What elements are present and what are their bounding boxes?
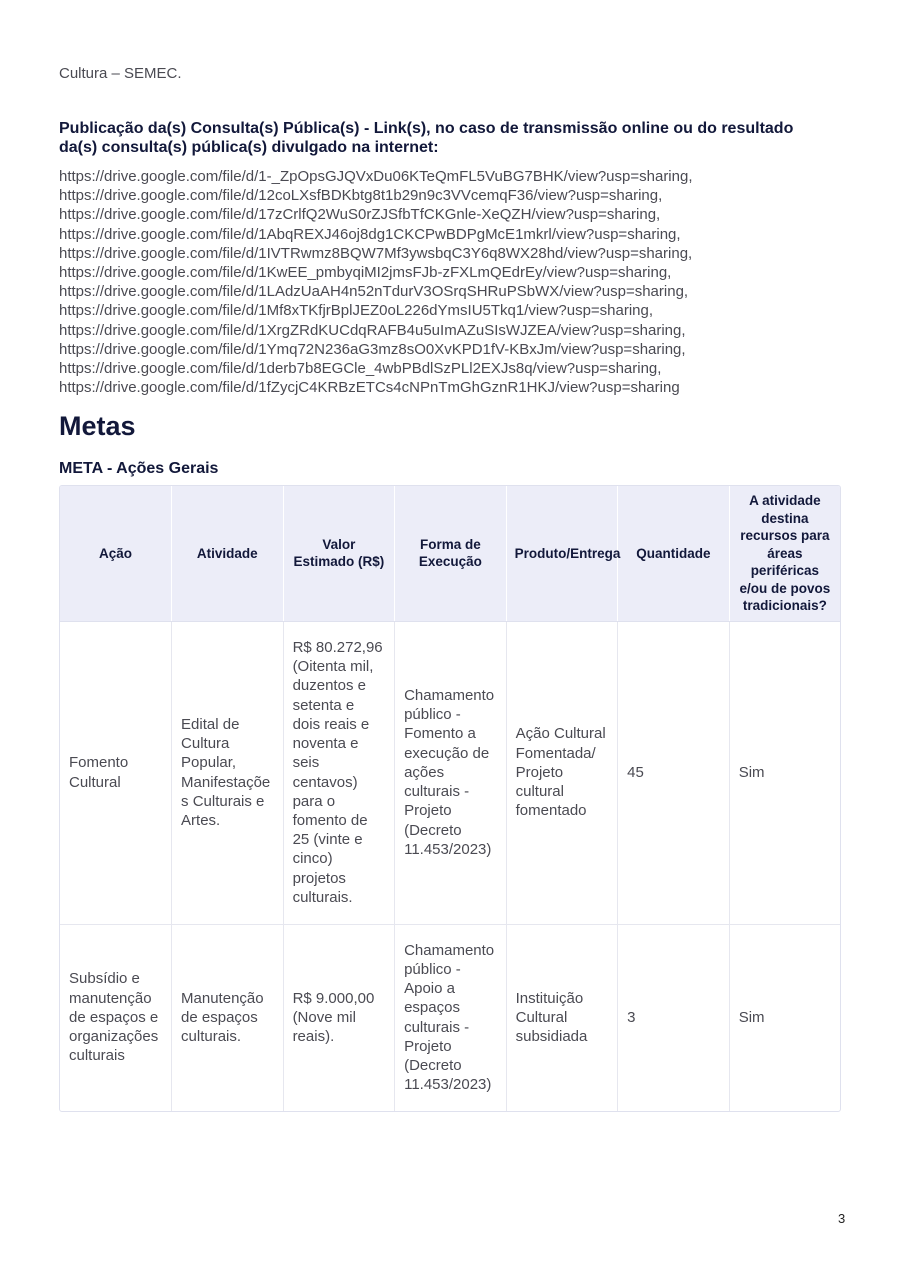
- cell-areas-perifericas: Sim: [738, 1008, 765, 1026]
- publication-link[interactable]: https://drive.google.com/file/d/1Mf8xTKfjrBplJEZ0oL226dYmsIU5Tkq1/view?usp=sharing,: [59, 302, 654, 320]
- metas-table-container: [59, 485, 841, 1112]
- meta-subtitle: META - Ações Gerais: [59, 460, 219, 477]
- publication-link[interactable]: https://drive.google.com/file/d/1XrgZRdKUCdqRAFB4u5uImAZuSIsWJZEA/view?usp=sharing,: [59, 321, 686, 339]
- cell-forma-execucao: Chamamento público - Apoio a espaços culturais - Projeto (Decreto 11.453/2023): [395, 924, 507, 1111]
- publication-link[interactable]: https://drive.google.com/file/d/1KwEE_pmbyqiMI2jmsFJb-zFXLmQEdrEy/view?usp=sharing,: [59, 264, 672, 282]
- table-row: [60, 621, 840, 924]
- cell-areas-perifericas: Sim: [729, 621, 840, 924]
- cell-valor: R$ 9.000,00 (Nove mil reais).: [283, 924, 395, 1111]
- header-quantidade: Quantidade: [618, 486, 730, 621]
- cell-forma-execucao: Chamamento público - Fomento a execução de ações culturais - Projeto (Decreto 11.453/2023): [395, 621, 507, 924]
- header-produto-entrega: Produto/Entrega: [506, 486, 618, 621]
- page-number: 3: [838, 1211, 846, 1226]
- publication-heading: Publicação da(s) Consulta(s) Pública(s) - Link(s), no caso de transmissão online ou do resultado da(s) consulta(s) pública(s) divulgado na internet:: [59, 120, 794, 156]
- cell-produto: Ação Cultural Fomentada/ Projeto cultural fomentado: [506, 621, 618, 924]
- header-acao: Ação: [60, 486, 172, 621]
- cell-acao: Subsídio e manutenção de espaços e organizações culturais: [60, 924, 172, 1111]
- cell-acao: Fomento Cultural: [60, 621, 172, 924]
- publication-links-list: [59, 167, 841, 397]
- cell-quantidade: 3: [618, 924, 730, 1111]
- publication-link[interactable]: https://drive.google.com/file/d/1IVTRwmz8BQW7Mf3ywsbqC3Y6q8WX28hd/view?usp=sharing,: [59, 244, 693, 262]
- header-forma-execucao: Forma de Execução: [395, 486, 507, 621]
- header-valor-estimado: Valor Estimado (R$): [283, 486, 395, 621]
- metas-table: [60, 486, 840, 1111]
- intro-text: Cultura – SEMEC.: [59, 65, 182, 82]
- table-header-row: [60, 486, 840, 621]
- publication-link[interactable]: https://drive.google.com/file/d/17zCrlfQ2WuS0rZJSfbTfCKGnle-XeQZH/view?usp=sharing,: [59, 206, 661, 224]
- header-atividade: Atividade: [172, 486, 284, 621]
- publication-link[interactable]: https://drive.google.com/file/d/1derb7b8EGCle_4wbPBdlSzPLl2EXJs8q/view?usp=sharing,: [59, 360, 662, 378]
- table-row: [60, 924, 840, 1111]
- cell-atividade: Manutenção de espaços culturais.: [172, 924, 284, 1111]
- publication-link[interactable]: https://drive.google.com/file/d/1Ymq72N236aG3mz8sO0XvKPD1fV-KBxJm/view?usp=sharing,: [59, 340, 686, 358]
- cell-produto: Instituição Cultural subsidiada: [506, 924, 618, 1111]
- publication-link[interactable]: https://drive.google.com/file/d/1AbqREXJ46oj8dg1CKCPwBDPgMcE1mkrl/view?usp=sharing,: [59, 225, 681, 243]
- cell-quantidade: 45: [618, 621, 730, 924]
- cell-valor: R$ 80.272,96 (Oitenta mil, duzentos e setenta e dois reais e noventa e seis centavos) para o fomento de 25 (vinte e cinco) projetos culturais.: [283, 621, 395, 924]
- metas-section-title: Metas: [59, 411, 136, 441]
- publication-link[interactable]: https://drive.google.com/file/d/1-_ZpOpsGJQVxDu06KTeQmFL5VuBG7BHK/view?usp=sharing,: [59, 168, 693, 185]
- publication-link[interactable]: https://drive.google.com/file/d/1LAdzUaAH4n52nTdurV3OSrqSHRuPSbWX/view?usp=sharing,: [59, 283, 689, 301]
- publication-link[interactable]: https://drive.google.com/file/d/1fZycjC4KRBzETCs4cNPnTmGhGznR1HKJ/view?usp=sharing: [59, 379, 680, 397]
- publication-link[interactable]: https://drive.google.com/file/d/12coLXsfBDKbtg8t1b29n9c3VVcemqF36/view?usp=sharing,: [59, 187, 663, 205]
- header-areas-perifericas: A atividade destina recursos para áreas periféricas e/ou de povos tradicionais?: [729, 486, 840, 621]
- cell-atividade: Edital de Cultura Popular, Manifestações Culturais e Artes.: [172, 621, 284, 924]
